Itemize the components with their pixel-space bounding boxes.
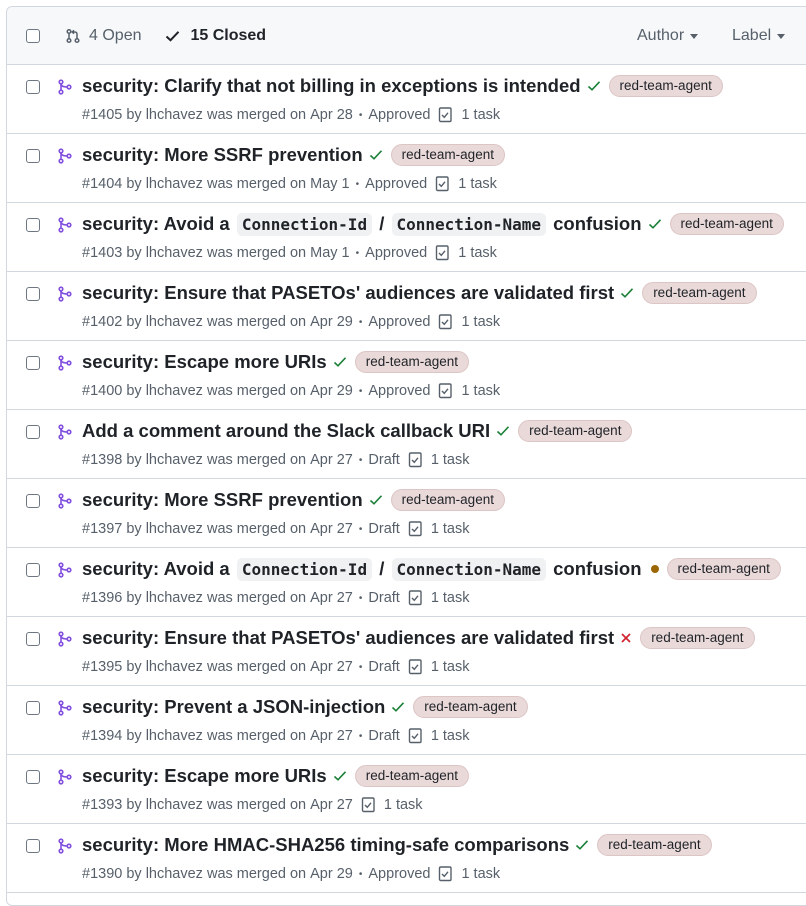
label-badge[interactable]: red-team-agent <box>670 213 784 235</box>
pr-number: #1396 <box>82 590 123 606</box>
pull-request-row <box>7 134 806 203</box>
pull-request-row <box>7 203 806 272</box>
title-line <box>82 75 723 97</box>
separator-dot: • <box>358 661 363 673</box>
review-status[interactable]: Approved <box>368 866 431 882</box>
pr-number: #1404 <box>82 176 123 192</box>
row-checkbox[interactable] <box>26 218 40 232</box>
pr-meta: #1397 by lhchavez was merged on Apr 27 • Draft 1 task <box>82 521 470 537</box>
check-success-icon[interactable] <box>648 218 662 230</box>
check-success-icon[interactable] <box>391 701 405 713</box>
merged-text: was merged on <box>206 728 307 744</box>
separator-dot: • <box>358 385 363 397</box>
pr-title-link[interactable]: security: More SSRF prevention <box>82 144 363 165</box>
row-checkbox[interactable] <box>26 632 40 646</box>
pr-number: #1394 <box>82 728 123 744</box>
review-status[interactable]: Approved <box>368 383 431 399</box>
merged-text: was merged on <box>206 797 307 813</box>
task-progress[interactable] <box>438 106 500 124</box>
label-badge[interactable]: red-team-agent <box>642 282 756 304</box>
task-count: 1 task <box>461 866 501 882</box>
row-checkbox[interactable] <box>26 149 40 163</box>
title-slash: / <box>379 558 385 579</box>
pr-meta: #1400 by lhchavez was merged on Apr 29 • Approved 1 task <box>82 383 501 399</box>
tasklist-icon <box>408 727 431 745</box>
merged-pr-icon <box>57 148 73 169</box>
merged-text: was merged on <box>206 659 307 675</box>
task-count: 1 task <box>461 314 501 330</box>
check-icon <box>165 30 180 42</box>
pr-title-link[interactable]: security: Clarify that not billing in exceptions is intended <box>82 75 581 96</box>
author-link[interactable]: lhchavez <box>145 452 203 468</box>
author-link[interactable]: lhchavez <box>145 728 203 744</box>
separator-dot: • <box>358 730 363 742</box>
pending-dot-icon[interactable] <box>648 565 659 573</box>
pr-meta: #1398 by lhchavez was merged on Apr 27 • Draft 1 task <box>82 452 470 468</box>
task-count: 1 task <box>458 245 497 261</box>
tasklist-icon <box>361 796 384 814</box>
merged-date: Apr 27 <box>310 521 353 537</box>
merged-text: was merged on <box>206 521 307 537</box>
select-all-checkbox[interactable] <box>26 29 40 43</box>
pull-request-row <box>7 755 806 824</box>
pr-number: #1398 <box>82 452 123 468</box>
label-badge[interactable]: red-team-agent <box>609 75 723 97</box>
title-prefix: security: Avoid a <box>82 558 230 579</box>
pr-meta: #1402 by lhchavez was merged on Apr 29 • Approved 1 task <box>82 314 501 330</box>
task-progress[interactable] <box>408 727 470 745</box>
row-checkbox[interactable] <box>26 494 40 508</box>
pull-request-row <box>7 548 806 617</box>
row-checkbox[interactable] <box>26 287 40 301</box>
title-line <box>82 696 528 718</box>
row-checkbox[interactable] <box>26 701 40 715</box>
label-badge[interactable]: red-team-agent <box>640 627 754 649</box>
task-count: 1 task <box>430 659 470 675</box>
check-success-icon[interactable] <box>369 149 383 161</box>
pr-number: #1393 <box>82 797 123 813</box>
merged-date: Apr 27 <box>310 728 353 744</box>
author-link[interactable]: lhchavez <box>145 797 203 813</box>
title-line <box>82 351 469 373</box>
pr-meta: #1390 by lhchavez was merged on Apr 29 • Approved 1 task <box>82 866 501 882</box>
open-count: 4 Open <box>89 26 142 44</box>
code-span: Connection-Name <box>392 558 547 581</box>
pull-request-row <box>7 65 806 134</box>
title-line <box>82 627 755 649</box>
pr-number: #1403 <box>82 245 123 261</box>
list-header <box>7 7 806 65</box>
tasklist-icon <box>408 589 431 607</box>
label-filter[interactable] <box>732 7 785 65</box>
pr-number: #1402 <box>82 314 123 330</box>
tasklist-icon <box>438 313 461 331</box>
title-suffix: confusion <box>553 558 642 579</box>
author-filter[interactable] <box>637 7 698 65</box>
merged-text: was merged on <box>206 452 307 468</box>
row-checkbox[interactable] <box>26 770 40 784</box>
tasklist-icon <box>438 382 461 400</box>
row-checkbox[interactable] <box>26 425 40 439</box>
label-badge[interactable]: red-team-agent <box>518 420 632 442</box>
author-link[interactable]: lhchavez <box>145 590 203 606</box>
task-progress[interactable] <box>408 520 470 538</box>
code-span: Connection-Id <box>237 213 372 236</box>
task-count: 1 task <box>430 728 470 744</box>
title-suffix: confusion <box>553 213 642 234</box>
merged-text: was merged on <box>206 314 307 330</box>
merged-pr-icon <box>57 700 73 721</box>
code-span: Connection-Name <box>392 213 547 236</box>
pr-meta: #1405 by lhchavez was merged on Apr 28 • Approved 1 task <box>82 107 501 123</box>
task-count: 1 task <box>430 452 470 468</box>
pull-request-row <box>7 272 806 341</box>
tasklist-icon <box>435 244 458 262</box>
tasklist-icon <box>438 106 461 124</box>
pr-meta: #1396 by lhchavez was merged on Apr 27 • Draft 1 task <box>82 590 470 606</box>
author-link[interactable]: lhchavez <box>145 314 203 330</box>
task-progress[interactable] <box>408 589 470 607</box>
separator-dot: • <box>355 178 360 190</box>
label-badge[interactable]: red-team-agent <box>355 765 469 787</box>
review-status[interactable]: Draft <box>368 590 400 606</box>
merged-pr-icon <box>57 79 73 100</box>
title-line <box>82 489 505 511</box>
label-badge[interactable]: red-team-agent <box>413 696 527 718</box>
pr-title-link[interactable] <box>82 558 642 580</box>
pr-title-link[interactable]: security: Ensure that PASETOs' audiences are validated first <box>82 627 615 648</box>
merged-pr-icon <box>57 355 73 376</box>
separator-dot: • <box>358 316 363 328</box>
merged-text: was merged on <box>206 866 307 882</box>
task-count: 1 task <box>461 383 501 399</box>
merged-pr-icon <box>57 769 73 790</box>
pr-title-link[interactable]: security: More HMAC-SHA256 timing-safe comparisons <box>82 834 570 855</box>
merged-date: Apr 29 <box>310 866 353 882</box>
pr-number: #1395 <box>82 659 123 675</box>
author-link[interactable]: lhchavez <box>145 659 203 675</box>
separator-dot: • <box>358 454 363 466</box>
tasklist-icon <box>438 865 461 883</box>
merged-text: was merged on <box>206 176 307 192</box>
pr-title-link[interactable]: security: Prevent a JSON-injection <box>82 696 386 717</box>
closed-count: 15 Closed <box>190 26 267 44</box>
task-progress[interactable] <box>361 796 423 814</box>
separator-dot: • <box>358 592 363 604</box>
merged-date: May 1 <box>310 245 350 261</box>
author-link[interactable]: lhchavez <box>145 245 203 261</box>
pull-request-list <box>6 6 806 906</box>
task-progress[interactable] <box>438 313 500 331</box>
label-badge[interactable]: red-team-agent <box>391 144 505 166</box>
pr-title-link[interactable]: security: More SSRF prevention <box>82 489 363 510</box>
title-line <box>82 765 469 787</box>
task-count: 1 task <box>430 521 470 537</box>
merged-date: May 1 <box>310 176 350 192</box>
separator-dot: • <box>358 868 363 880</box>
pr-title-link[interactable]: security: Escape more URIs <box>82 351 327 372</box>
merged-text: was merged on <box>206 107 307 123</box>
check-success-icon[interactable] <box>575 839 589 851</box>
pull-request-rows <box>7 65 806 893</box>
task-progress[interactable] <box>408 451 470 469</box>
pr-title-link[interactable]: security: Ensure that PASETOs' audiences are validated first <box>82 282 615 303</box>
check-success-icon[interactable] <box>333 356 347 368</box>
row-checkbox[interactable] <box>26 80 40 94</box>
pull-request-row <box>7 686 806 755</box>
row-checkbox[interactable] <box>26 563 40 577</box>
author-filter-label: Author <box>637 27 685 44</box>
tasklist-icon <box>408 658 431 676</box>
label-badge[interactable]: red-team-agent <box>391 489 505 511</box>
pr-title-link[interactable]: security: Escape more URIs <box>82 765 327 786</box>
title-line <box>82 834 712 856</box>
open-filter-tab[interactable] <box>65 27 141 45</box>
chevron-down-icon <box>690 34 698 39</box>
review-status[interactable]: Approved <box>365 245 428 261</box>
review-status[interactable]: Draft <box>368 521 400 537</box>
check-success-icon[interactable] <box>333 770 347 782</box>
tasklist-icon <box>408 451 431 469</box>
title-slash: / <box>379 213 385 234</box>
closed-filter-tab[interactable] <box>165 27 266 45</box>
pr-number: #1405 <box>82 107 123 123</box>
merged-date: Apr 27 <box>310 452 353 468</box>
pull-request-row <box>7 410 806 479</box>
pr-number: #1400 <box>82 383 123 399</box>
pull-request-row <box>7 617 806 686</box>
x-failure-icon[interactable] <box>620 632 632 644</box>
title-prefix: security: Avoid a <box>82 213 230 234</box>
check-success-icon[interactable] <box>369 494 383 506</box>
merged-pr-icon <box>57 286 73 307</box>
merged-date: Apr 27 <box>310 659 353 675</box>
pr-number: #1390 <box>82 866 123 882</box>
review-status[interactable]: Approved <box>368 107 431 123</box>
task-progress[interactable] <box>435 244 497 262</box>
task-progress[interactable] <box>435 175 497 193</box>
label-badge[interactable]: red-team-agent <box>597 834 711 856</box>
pull-request-row <box>7 341 806 410</box>
pr-number: #1397 <box>82 521 123 537</box>
merged-pr-icon <box>57 217 73 238</box>
merged-pr-icon <box>57 562 73 583</box>
task-count: 1 task <box>430 590 470 606</box>
review-status[interactable]: Draft <box>368 728 400 744</box>
label-badge[interactable]: red-team-agent <box>355 351 469 373</box>
merged-date: Apr 27 <box>310 797 353 813</box>
separator-dot: • <box>358 109 363 121</box>
task-progress[interactable] <box>408 658 470 676</box>
pull-request-icon <box>65 28 81 44</box>
task-count: 1 task <box>383 797 423 813</box>
review-status[interactable]: Approved <box>365 176 428 192</box>
title-line <box>82 144 505 166</box>
tasklist-icon <box>435 175 458 193</box>
pr-meta: #1394 by lhchavez was merged on Apr 27 • Draft 1 task <box>82 728 470 744</box>
pr-meta: #1404 by lhchavez was merged on May 1 • Approved 1 task <box>82 176 497 192</box>
pr-meta: #1393 by lhchavez was merged on Apr 27 1 task <box>82 797 423 813</box>
separator-dot: • <box>355 247 360 259</box>
merged-pr-icon <box>57 493 73 514</box>
merged-pr-icon <box>57 838 73 859</box>
row-checkbox[interactable] <box>26 356 40 370</box>
merged-date: Apr 28 <box>310 107 353 123</box>
author-link[interactable]: lhchavez <box>145 176 203 192</box>
label-badge[interactable]: red-team-agent <box>667 558 781 580</box>
separator-dot: • <box>358 523 363 535</box>
merged-date: Apr 29 <box>310 383 353 399</box>
author-link[interactable]: lhchavez <box>145 521 203 537</box>
title-line <box>82 213 784 235</box>
check-success-icon[interactable] <box>496 425 510 437</box>
check-success-icon[interactable] <box>587 80 601 92</box>
row-checkbox[interactable] <box>26 839 40 853</box>
pr-meta: #1403 by lhchavez was merged on May 1 • Approved 1 task <box>82 245 497 261</box>
title-line <box>82 420 632 442</box>
author-link[interactable]: lhchavez <box>145 866 203 882</box>
author-link[interactable]: lhchavez <box>145 107 203 123</box>
review-status[interactable]: Approved <box>368 314 431 330</box>
task-count: 1 task <box>458 176 497 192</box>
title-line <box>82 558 781 580</box>
pull-request-row <box>7 824 806 893</box>
merged-text: was merged on <box>206 245 307 261</box>
chevron-down-icon <box>777 34 785 39</box>
pr-title-link[interactable]: Add a comment around the Slack callback URI <box>82 420 491 441</box>
task-count: 1 task <box>461 107 501 123</box>
task-progress[interactable] <box>438 865 500 883</box>
review-status[interactable]: Draft <box>368 452 400 468</box>
review-status[interactable]: Draft <box>368 659 400 675</box>
merged-date: Apr 27 <box>310 590 353 606</box>
pr-meta: #1395 by lhchavez was merged on Apr 27 • Draft 1 task <box>82 659 470 675</box>
label-filter-label: Label <box>732 27 772 44</box>
code-span: Connection-Id <box>237 558 372 581</box>
task-progress[interactable] <box>438 382 500 400</box>
tasklist-icon <box>408 520 431 538</box>
merged-pr-icon <box>57 424 73 445</box>
merged-text: was merged on <box>206 590 307 606</box>
merged-date: Apr 29 <box>310 314 353 330</box>
pull-request-row <box>7 479 806 548</box>
author-link[interactable]: lhchavez <box>145 383 203 399</box>
check-success-icon[interactable] <box>620 287 634 299</box>
merged-pr-icon <box>57 631 73 652</box>
pr-title-link[interactable] <box>82 213 642 235</box>
title-line <box>82 282 757 304</box>
merged-text: was merged on <box>206 383 307 399</box>
